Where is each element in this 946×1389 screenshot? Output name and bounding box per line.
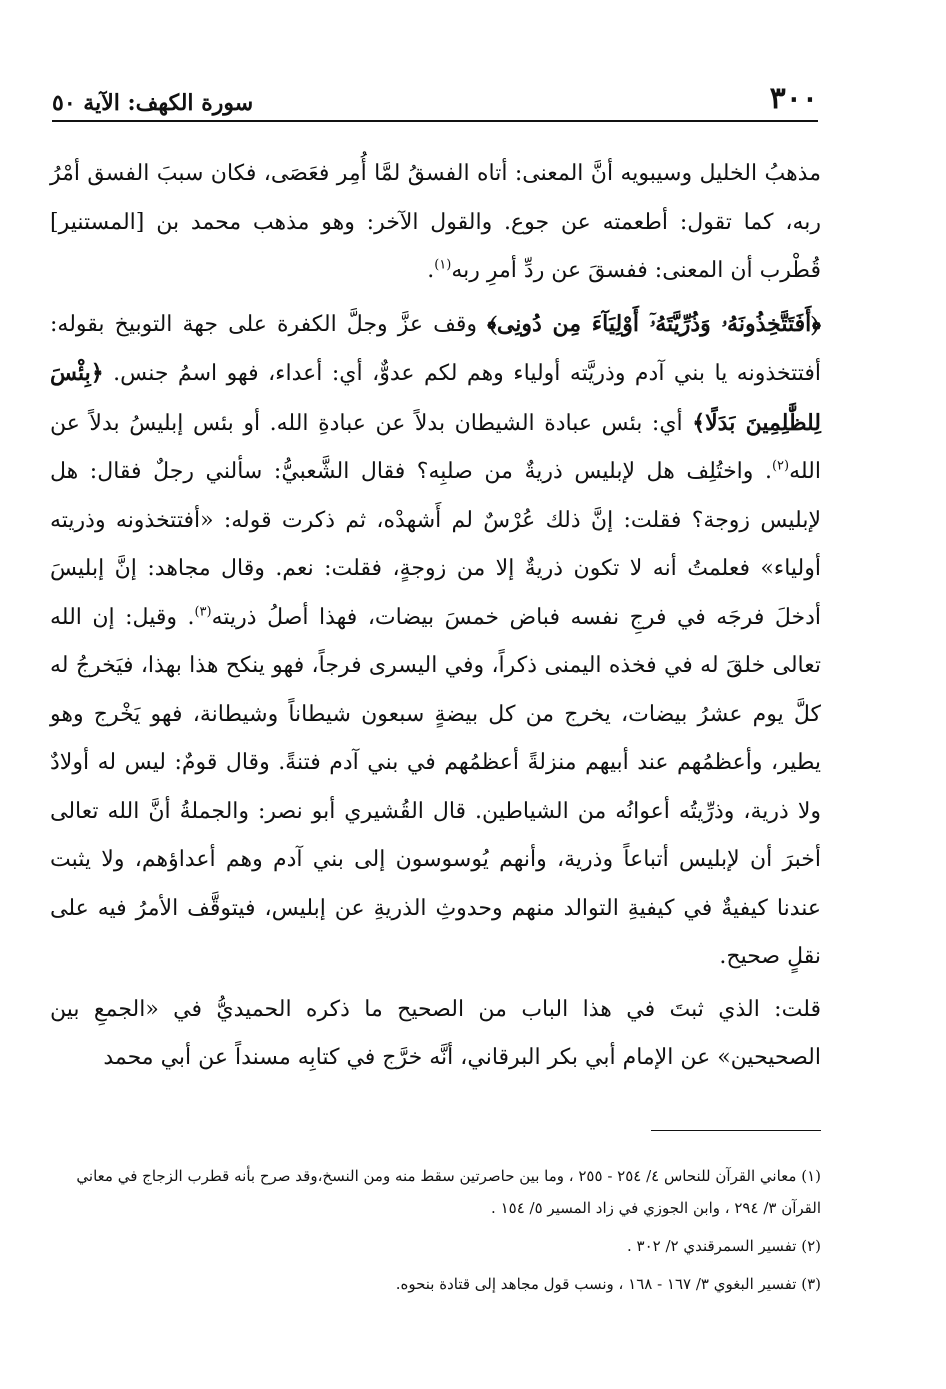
paragraph-text: قلت: الذي ثبتَ في هذا الباب من الصحيح ما ذكره الحميديُّ في «الجمعِ بين الصحيحين» عن الإمام أبي بكر البرقاني، أنَّه خرَّج في كتابِه مسنداً عن أبي محمد [50,996,821,1070]
footnote: (١) معاني القرآن للنحاس ٤/ ٢٥٤ - ٢٥٥ ، وما بين حاصرتين سقط منه ومن النسخ،وقد صرح بأنه قطرب الزجاج في معاني القرآن ٣/ ٢٩٤ ، وابن الجوزي في زاد المسير ٥/ ١٥٤ . [76,1167,821,1217]
footnotes [50,1160,821,1306]
paragraph-text: أي: بئس عبادة الشيطان بدلاً عن عبادةِ الله. أو بئس إبليسُ بدلاً عن الله [50,410,821,484]
footnote: (٢) تفسير السمرقندي ٢/ ٣٠٢ . [626,1237,821,1255]
running-title: سورة الكهف: الآية ٥٠ [52,90,254,116]
paragraph-text: مذهبُ الخليل وسيبويه أنَّ المعنى: أتاه الفسقُ لمَّا أُمِر فعَصَى، فكان سببَ الفسق أمْرُ ربه، كما تقول: أطعمته عن جوع. والقول الآخر: وهو مذهب محمد بن [المستنير] قُطْرب أن المعنى: ففسقَ عن ردِّ أمرِ ربه [50,161,821,283]
footnote-marker: (٢) [771,458,790,474]
paragraph [50,150,821,296]
footnote-marker: (٣) [194,604,212,620]
paragraph-text: وقف عزَّ وجلَّ الكفرة على جهة التوبيخ بقوله: أفتتخذونه يا بني آدم وذريَّته أولياء وهم لكم عدوٌّ، أي: أعداء، فهو اسمُ جنس. [50,311,821,386]
body-text [50,150,821,1087]
footnote-separator [651,1130,821,1131]
paragraph [50,300,821,982]
paragraph-text: . وقيل: إن الله تعالى خلقَ له في فخذه اليمنى ذكراً، وفي اليسرى فرجاً، فهو ينكح هذا بهذا، فيَخرجُ له كلَّ يوم عشرُ بيضات، يخرج من كل بيضةٍ سبعون شيطاناً وشيطانة، فهو يَخْرج وهو يطير، وأعظمُهم عند أبيهم منزلةً أعظمُهم في بني آدم فتنةً. وقال قومٌ: ليس له أولادٌ ولا ذرية، وذرِّيتُه أعوانُه من الشياطين. قال القُشيري أبو نصر: والجملةُ أنَّ الله تعالى أخبرَ أن لإبليس أتباعاً وذرية، وأنهم يُوسوسون إلى بني آدم وهم أعداؤهم، ولا يثبت عندنا كيفيةٌ في كيفيةِ التوالد منهم وحدوثِ الذريةِ عن إبليس، فيتوقَّف الأمرُ فيه على نقلٍ صحيح. [50,604,821,969]
page-header [52,72,818,122]
page-number: ٣٠٠ [769,81,818,116]
footnote-marker: (١) [434,257,452,273]
paragraph-text: . [427,258,435,283]
footnote: (٣) تفسير البغوي ٣/ ١٦٧ - ١٦٨ ، ونسب قول مجاهد إلى قتادة بنحوه. [395,1275,821,1293]
paragraph [50,986,821,1083]
quran-quote: ﴿أَفَتَتَّخِذُونَهُۥ وَذُرِّيَّتَهُۥٓ أَوْلِيَآءَ مِن دُونِى﴾ [487,310,821,337]
paragraph-text: . واختُلِف هل لإبليس ذريةٌ من صلبِه؟ فقال الشَّعبيُّ: سألني رجلٌ فقال: هل لإبليس زوجة؟ فقلت: إنَّ ذلك عُرْسٌ لم أَشهدْه، ثم ذكرت قوله: «أفتتخذونه وذريته أولياء» فعلمتُ أنه لا تكون ذريةٌ إلا من زوجةٍ، فقلت: نعم. وقال مجاهد: إنَّ إبليسَ أدخلَ فرجَه في فرجِ نفسه فباض خمسَ بيضات، فهذا أصلُ ذريته [50,459,821,630]
quran-quote: ﴿بِئْسَ لِلظَّٰلِمِينَ بَدَلًا﴾ [50,360,821,436]
